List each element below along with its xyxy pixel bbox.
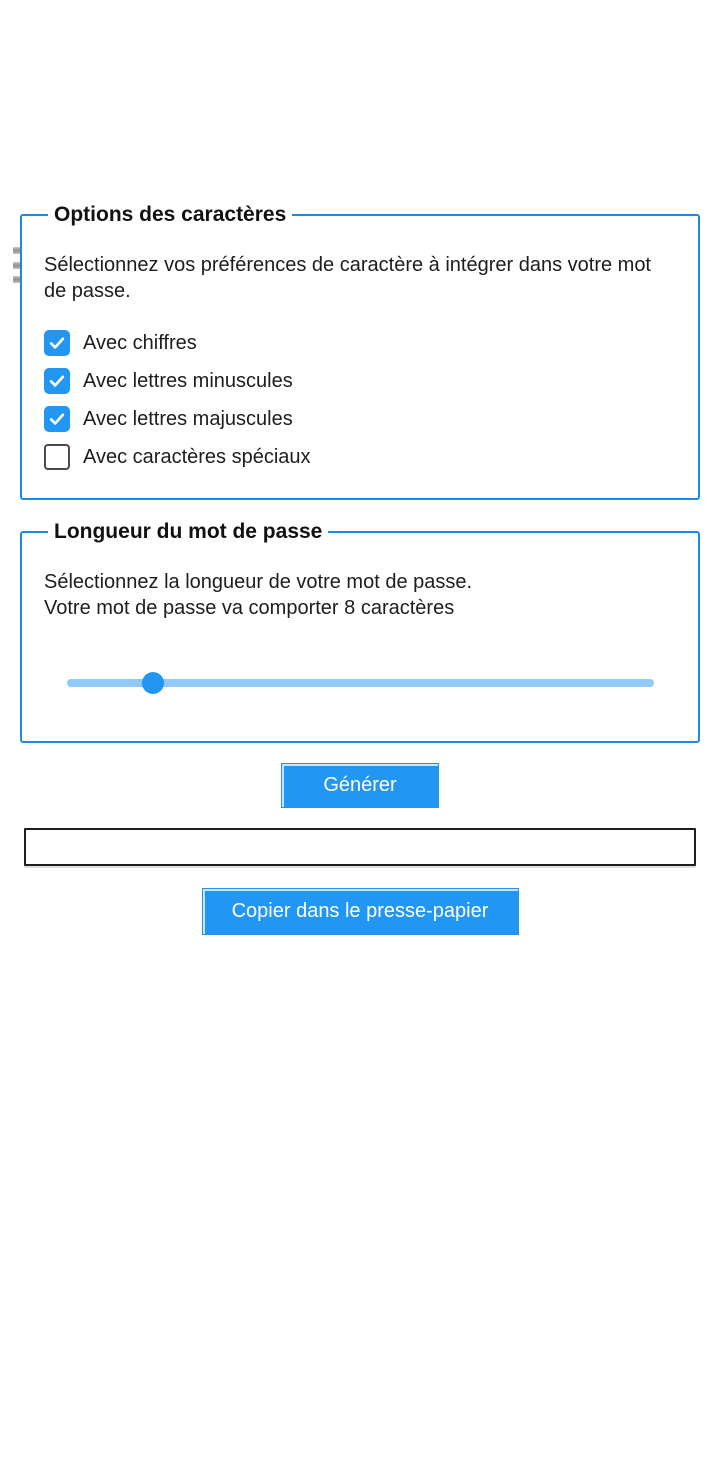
checkbox-unchecked-icon[interactable] — [44, 444, 70, 470]
generate-button[interactable]: Générer — [281, 763, 439, 808]
password-length-fieldset — [20, 520, 700, 743]
copy-to-clipboard-button[interactable]: Copier dans le presse-papier — [202, 888, 519, 935]
checkbox-checked-icon[interactable] — [44, 330, 70, 356]
password-length-description — [44, 570, 676, 621]
checkbox-checked-icon[interactable] — [44, 368, 70, 394]
checkbox-checked-icon[interactable] — [44, 406, 70, 432]
checkbox-label: Avec lettres majuscules — [83, 407, 293, 430]
character-options-legend: Options des caractères — [54, 203, 287, 226]
length-description-line1: Sélectionnez la longueur de votre mot de passe. — [44, 571, 473, 594]
checkbox-label: Avec chiffres — [83, 331, 197, 354]
character-options-fieldset — [20, 203, 700, 500]
password-length-slider[interactable] — [67, 671, 654, 695]
password-output-field[interactable] — [24, 828, 696, 866]
checkbox-label: Avec caractères spéciaux — [83, 445, 311, 468]
character-options-description: Sélectionnez vos préférences de caractère à intégrer dans votre mot de passe. — [44, 254, 651, 302]
checkbox-list — [42, 330, 678, 470]
checkbox-row[interactable] — [44, 368, 676, 394]
length-description-line2: Votre mot de passe va comporter 8 caractères — [44, 596, 455, 619]
checkbox-row[interactable] — [44, 444, 676, 470]
password-length-legend: Longueur du mot de passe — [54, 520, 323, 544]
checkbox-row[interactable] — [44, 330, 676, 356]
checkbox-label: Avec lettres minuscules — [83, 369, 293, 392]
checkbox-row[interactable] — [44, 406, 676, 432]
slider-thumb[interactable] — [142, 672, 164, 694]
